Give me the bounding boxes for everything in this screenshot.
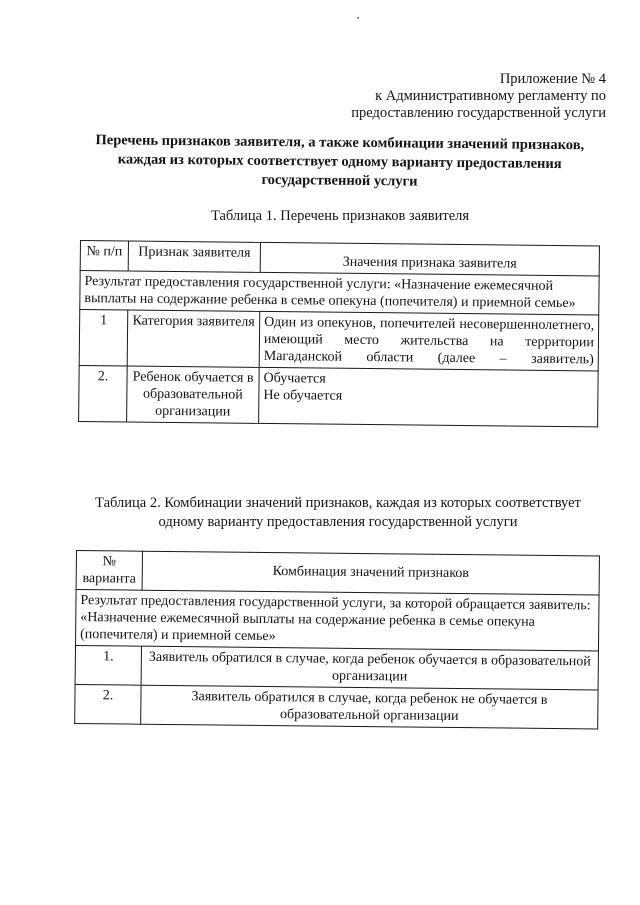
- scan-speck: [357, 17, 359, 19]
- applicant-attributes-table: [78, 240, 600, 427]
- header-num: № п/п: [80, 241, 128, 272]
- result-cell: Результат предоставления государственной услуги, за которой обращается заявитель: «Назначение ежемесячной выплаты на содержание ребенка в семье опекуна (попечителя) и приемной семье»: [75, 590, 599, 651]
- result-cell: Результат предоставления государственной услуги: «Назначение ежемесячной выплаты на содержание ребенка в семье опекуна (попечителя) и приемной семье»: [80, 271, 599, 315]
- result-row: [75, 590, 599, 651]
- table-row: [79, 310, 599, 371]
- document-title: [79, 131, 600, 193]
- row-num: 2.: [75, 684, 141, 724]
- appendix-header: [306, 71, 606, 122]
- row-attribute: Категория заявителя: [127, 310, 260, 367]
- row-num: 1: [79, 310, 128, 366]
- title-line-2: каждая из которых соответствует одному варианту предоставления: [117, 151, 562, 173]
- table1-caption: Таблица 1. Перечень признаков заявителя: [210, 208, 470, 224]
- row-values: [259, 367, 599, 427]
- title-line-1: Перечень признаков заявителя, а также комбинации значений признаков,: [95, 132, 585, 154]
- result-row: [80, 271, 599, 315]
- row-combination: Заявитель обратился в случае, когда ребенок не обучается в образовательной организации: [141, 685, 598, 729]
- row-combination: Заявитель обратился в случае, когда ребенок обучается в образовательной организации: [141, 646, 598, 690]
- table2-caption: Таблица 2. Комбинации значений признаков, каждая из которых соответствует одному варианту предоставления государственной услуги: [95, 495, 581, 530]
- appendix-line-2: к Административному регламенту по: [375, 88, 606, 104]
- title-line-3: государственной услуги: [261, 171, 418, 190]
- table-header-row: [76, 551, 599, 595]
- table-row: [79, 365, 599, 426]
- row-num: 2.: [79, 365, 128, 421]
- header-values: Значения признака заявителя: [260, 242, 599, 276]
- row-value: Не обучается: [263, 387, 343, 404]
- table-row: [75, 684, 598, 728]
- header-num: № варианта: [76, 551, 142, 591]
- row-attribute: Ребенок обучается в образовательной организации: [127, 366, 260, 423]
- header-combination: Комбинация значений признаков: [142, 551, 599, 595]
- table-row: [75, 646, 598, 690]
- row-value: Один из опекунов, попечителей несовершеннолетнего, имеющий место жительства на территории Магаданской области (далее – заявитель): [259, 311, 599, 371]
- header-attribute: Признак заявителя: [128, 241, 260, 272]
- appendix-number: Приложение № 4: [499, 71, 606, 87]
- variant-combinations-table: [74, 550, 600, 729]
- appendix-line-3: предоставлению государственной услуги: [351, 105, 606, 121]
- row-value: Обучается: [263, 370, 326, 387]
- row-num: 1.: [75, 646, 141, 686]
